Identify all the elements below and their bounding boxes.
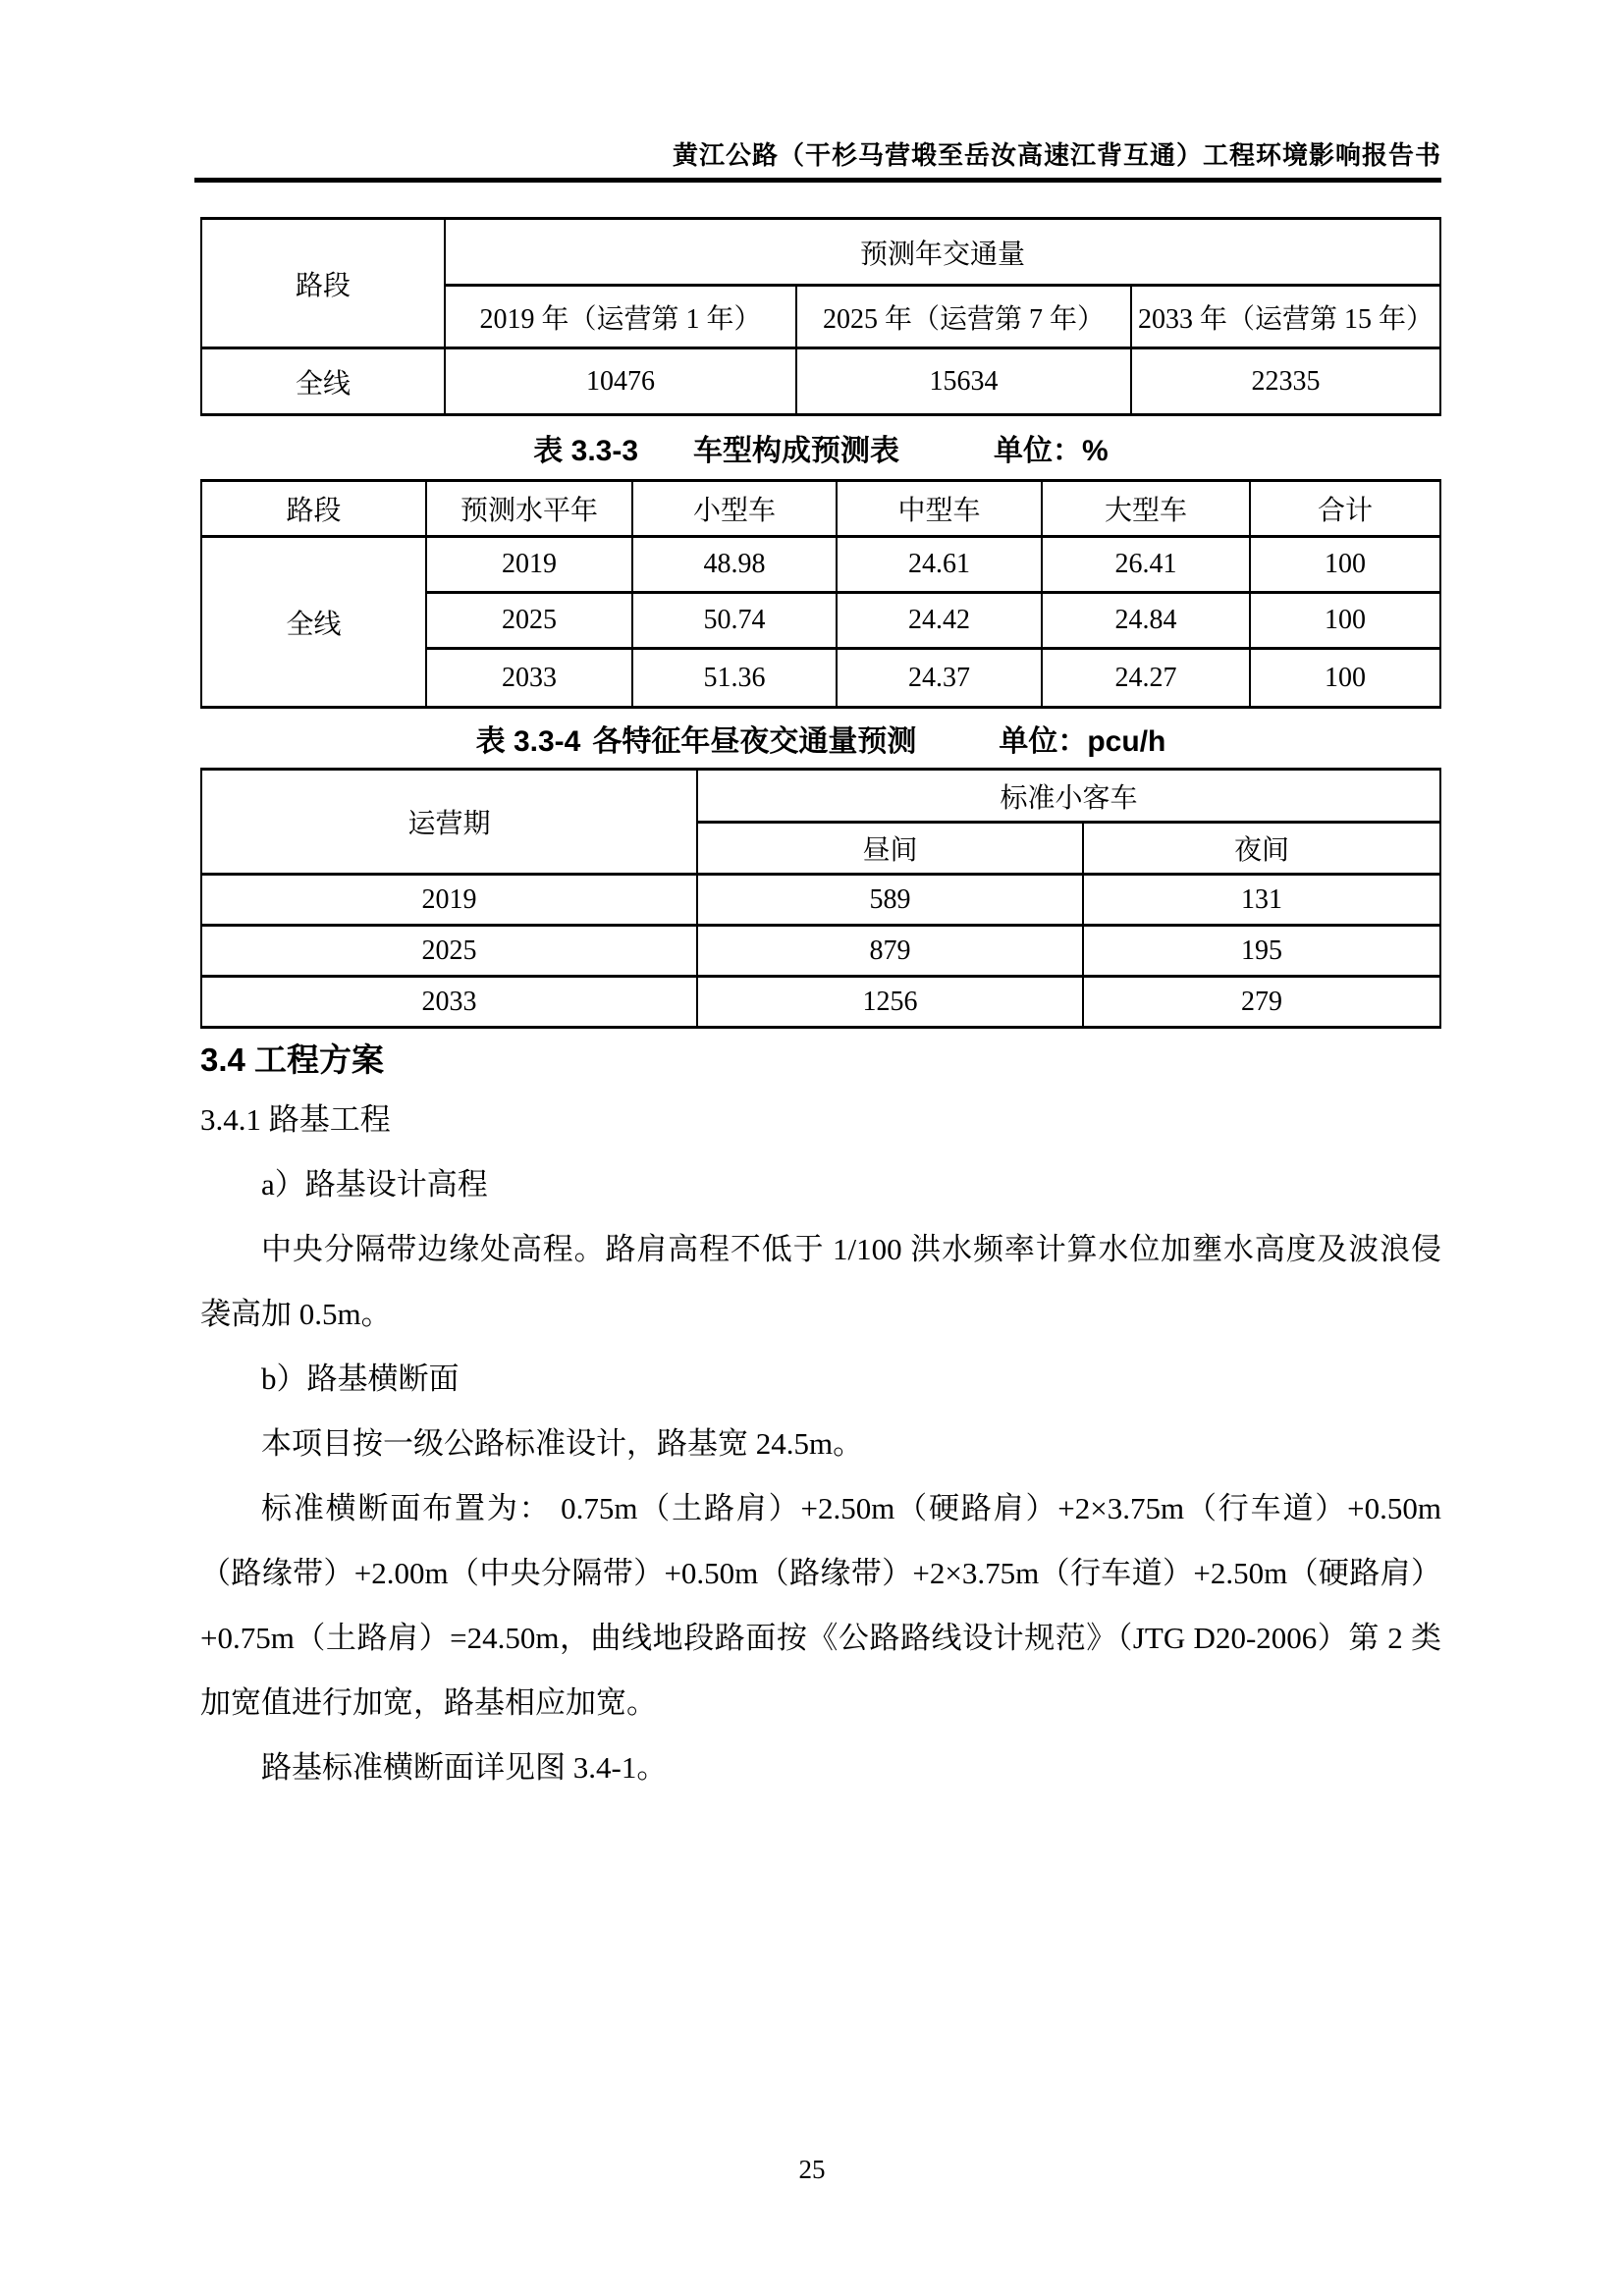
column-header: 2019 年（运营第 1 年） <box>445 286 796 348</box>
list-item-a: a）路基设计高程 <box>261 1167 488 1201</box>
caption-title: 各特征年昼夜交通量预测 <box>592 725 917 758</box>
day-night-traffic-table <box>200 768 1441 1029</box>
table-cell: 24.84 <box>1042 593 1250 649</box>
column-header: 2033 年（运营第 15 年） <box>1131 286 1440 348</box>
column-group-header: 标准小客车 <box>697 770 1440 823</box>
column-header: 夜间 <box>1083 823 1440 875</box>
table-cell: 279 <box>1083 977 1440 1028</box>
table-cell: 1256 <box>697 977 1083 1028</box>
column-header: 小型车 <box>632 481 837 537</box>
section-heading-3-4: 3.4 工程方案 <box>200 1041 385 1078</box>
table-cell: 879 <box>697 926 1083 977</box>
table-cell: 2019 <box>201 875 697 926</box>
column-header: 预测水平年 <box>426 481 632 537</box>
page-number: 25 <box>798 2155 826 2184</box>
header-rule <box>194 178 1441 183</box>
section-heading-3-4-1: 3.4.1 路基工程 <box>200 1102 391 1137</box>
list-item-b: b）路基横断面 <box>261 1362 460 1396</box>
table-cell: 2033 <box>201 977 697 1028</box>
column-header: 路段 <box>201 481 426 537</box>
table-cell: 22335 <box>1131 348 1440 415</box>
table-cell: 100 <box>1250 537 1440 593</box>
paragraph-cross-section: 标准横断面布置为： 0.75m（土路肩）+2.50m（硬路肩）+2×3.75m（行车道）+0.50m（路缘带）+2.00m（中央分隔带）+0.50m（路缘带）+2×3.75m（行车道）+2.50m（硬路肩）+0.75m（土路肩）=24.50m，曲线地段路面按《公路路线设计规范》（JTG D20-2006）第 2 类加宽值进行加宽，路基相应加宽。 <box>200 1491 1441 1720</box>
table-cell: 100 <box>1250 593 1440 649</box>
column-header: 路段 <box>201 219 445 348</box>
table-cell: 24.27 <box>1042 649 1250 708</box>
table-cell: 2033 <box>426 649 632 708</box>
table-caption-334 <box>200 709 1441 768</box>
column-group-header: 预测年交通量 <box>445 219 1440 286</box>
table-cell: 131 <box>1083 875 1440 926</box>
caption-unit: 单位：% <box>994 435 1109 467</box>
caption-label: 表 3.3-3 <box>533 435 639 467</box>
page-content <box>200 0 1441 1800</box>
paragraph-figure-ref: 路基标准横断面详见图 3.4-1。 <box>261 1750 668 1785</box>
table-cell: 10476 <box>445 348 796 415</box>
column-header: 运营期 <box>201 770 697 875</box>
page-header-title: 黄江公路（干杉马营塅至岳汝高速江背互通）工程环境影响报告书 <box>672 141 1441 170</box>
table-cell: 24.37 <box>837 649 1042 708</box>
table-cell: 24.42 <box>837 593 1042 649</box>
table-cell: 24.61 <box>837 537 1042 593</box>
table-cell: 50.74 <box>632 593 837 649</box>
table-cell: 51.36 <box>632 649 837 708</box>
table-cell: 589 <box>697 875 1083 926</box>
table-cell: 26.41 <box>1042 537 1250 593</box>
table-caption-333 <box>200 416 1441 479</box>
row-group-header: 全线 <box>201 537 426 708</box>
column-header: 昼间 <box>697 823 1083 875</box>
table-cell: 100 <box>1250 649 1440 708</box>
table-cell: 195 <box>1083 926 1440 977</box>
column-header: 中型车 <box>837 481 1042 537</box>
table-cell: 2025 <box>426 593 632 649</box>
traffic-volume-table <box>200 217 1441 416</box>
vehicle-type-table <box>200 479 1441 709</box>
paragraph-roadbed-elevation: 中央分隔带边缘处高程。路肩高程不低于 1/100 洪水频率计算水位加壅水高度及波浪侵袭高加 0.5m。 <box>200 1232 1441 1331</box>
caption-title: 车型构成预测表 <box>693 435 900 467</box>
table-cell: 2019 <box>426 537 632 593</box>
caption-label: 表 3.3-4 <box>475 725 581 758</box>
table-cell: 15634 <box>796 348 1131 415</box>
paragraph-design-standard: 本项目按一级公路标准设计，路基宽 24.5m。 <box>261 1426 864 1461</box>
table-cell: 2025 <box>201 926 697 977</box>
row-header: 全线 <box>201 348 445 415</box>
caption-unit: 单位：pcu/h <box>999 725 1166 758</box>
column-header: 2025 年（运营第 7 年） <box>796 286 1131 348</box>
table-cell: 48.98 <box>632 537 837 593</box>
column-header: 合计 <box>1250 481 1440 537</box>
column-header: 大型车 <box>1042 481 1250 537</box>
